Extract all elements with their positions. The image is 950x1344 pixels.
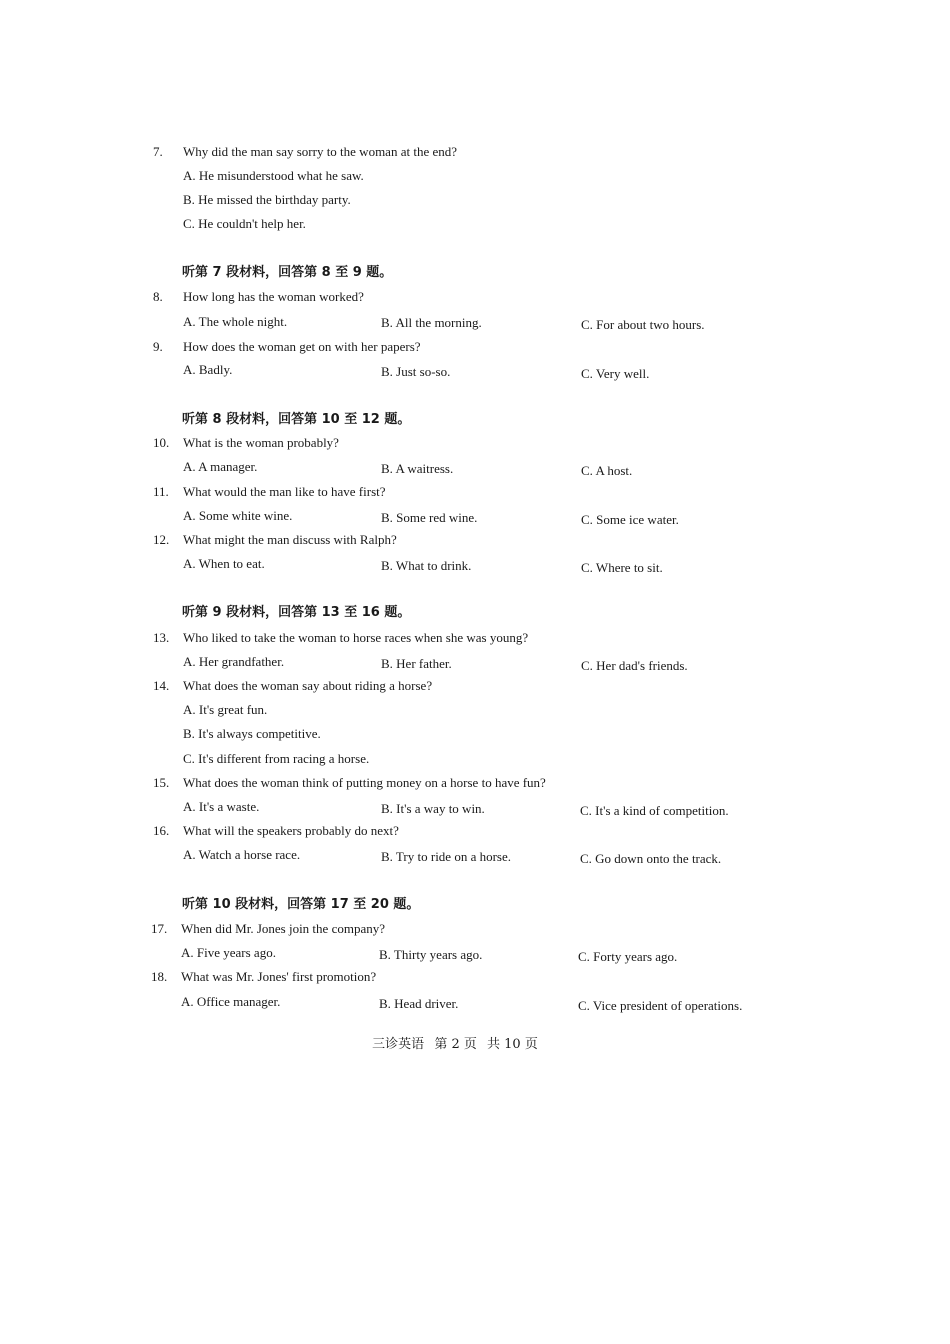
option-a: A. Watch a horse race. [183, 847, 301, 862]
option-a: A. Her grandfather. [183, 654, 285, 669]
question-text: What might the man discuss with Ralph? [183, 532, 397, 547]
option-c: C. Where to sit. [581, 560, 663, 575]
question-text: What does the woman think of putting money on a horse to have fun? [183, 775, 546, 790]
option-b: B. Thirty years ago. [379, 947, 483, 962]
section-heading: 听第 10 段材料，回答第 17 至 20 题。 [182, 897, 420, 912]
option-b: B. All the morning. [381, 315, 482, 330]
option-c: C. Forty years ago. [578, 949, 678, 964]
option-c: C. A host. [581, 463, 633, 478]
option-c: C. It's a kind of competition. [580, 803, 729, 818]
question-number: 15. [153, 775, 170, 790]
option-b: B. Try to ride on a horse. [381, 849, 511, 864]
section-heading: 听第 7 段材料，回答第 8 至 9 题。 [182, 265, 393, 280]
section-heading: 听第 9 段材料，回答第 13 至 16 题。 [182, 605, 411, 620]
option-a: A. Five years ago. [181, 945, 276, 960]
option-a: A. Office manager. [181, 994, 281, 1009]
question-number: 16. [153, 823, 170, 838]
option-a: A. When to eat. [183, 556, 265, 571]
option-a: A. He misunderstood what he saw. [183, 168, 364, 183]
option-a: A. It's a waste. [183, 799, 260, 814]
question-text: What does the woman say about riding a horse? [183, 678, 433, 693]
option-c: C. It's different from racing a horse. [183, 751, 370, 766]
question-number: 13. [153, 630, 170, 645]
footer-total-pages: 共 10 页 [487, 1037, 538, 1052]
question-text: When did Mr. Jones join the company? [181, 921, 385, 936]
question-number: 18. [151, 969, 168, 984]
question-number: 12. [153, 532, 170, 547]
question-text: What was Mr. Jones' first promotion? [181, 969, 377, 984]
question-number: 10. [153, 435, 170, 450]
question-text: Who liked to take the woman to horse races when she was young? [183, 630, 529, 645]
option-b: B. It's a way to win. [381, 801, 485, 816]
option-c: C. Very well. [581, 366, 650, 381]
option-b: B. Her father. [381, 656, 452, 671]
question-text: What is the woman probably? [183, 435, 339, 450]
option-b: B. A waitress. [381, 461, 454, 476]
option-c: C. He couldn't help her. [183, 216, 306, 231]
option-b: B. He missed the birthday party. [183, 192, 351, 207]
section-heading: 听第 8 段材料，回答第 10 至 12 题。 [182, 412, 411, 427]
question-number: 9. [153, 339, 163, 354]
option-c: C. Vice president of operations. [578, 998, 743, 1013]
footer-subject: 三诊英语 [372, 1037, 425, 1052]
question-number: 11. [153, 484, 169, 499]
option-c: C. For about two hours. [581, 317, 705, 332]
option-a: A. Badly. [183, 362, 233, 377]
option-a: A. A manager. [183, 459, 258, 474]
question-text: How does the woman get on with her papers? [183, 339, 421, 354]
option-c: C. Her dad's friends. [581, 658, 688, 673]
page-footer [0, 1033, 910, 1052]
option-a: A. Some white wine. [183, 508, 293, 523]
option-b: B. It's always competitive. [183, 726, 321, 741]
question-text: What would the man like to have first? [183, 484, 386, 499]
option-b: B. What to drink. [381, 558, 472, 573]
question-number: 14. [153, 678, 170, 693]
footer-page-number: 第 2 页 [434, 1037, 477, 1052]
question-text: What will the speakers probably do next? [183, 823, 399, 838]
option-c: C. Go down onto the track. [580, 851, 722, 866]
option-a: A. It's great fun. [183, 702, 268, 717]
question-number: 8. [153, 289, 163, 304]
option-b: B. Head driver. [379, 996, 459, 1011]
option-b: B. Just so-so. [381, 364, 451, 379]
option-a: A. The whole night. [183, 314, 288, 329]
question-number: 7. [153, 144, 163, 159]
question-text: How long has the woman worked? [183, 289, 364, 304]
option-b: B. Some red wine. [381, 510, 478, 525]
question-number: 17. [151, 921, 168, 936]
question-text: Why did the man say sorry to the woman at the end? [183, 144, 458, 159]
option-c: C. Some ice water. [581, 512, 679, 527]
